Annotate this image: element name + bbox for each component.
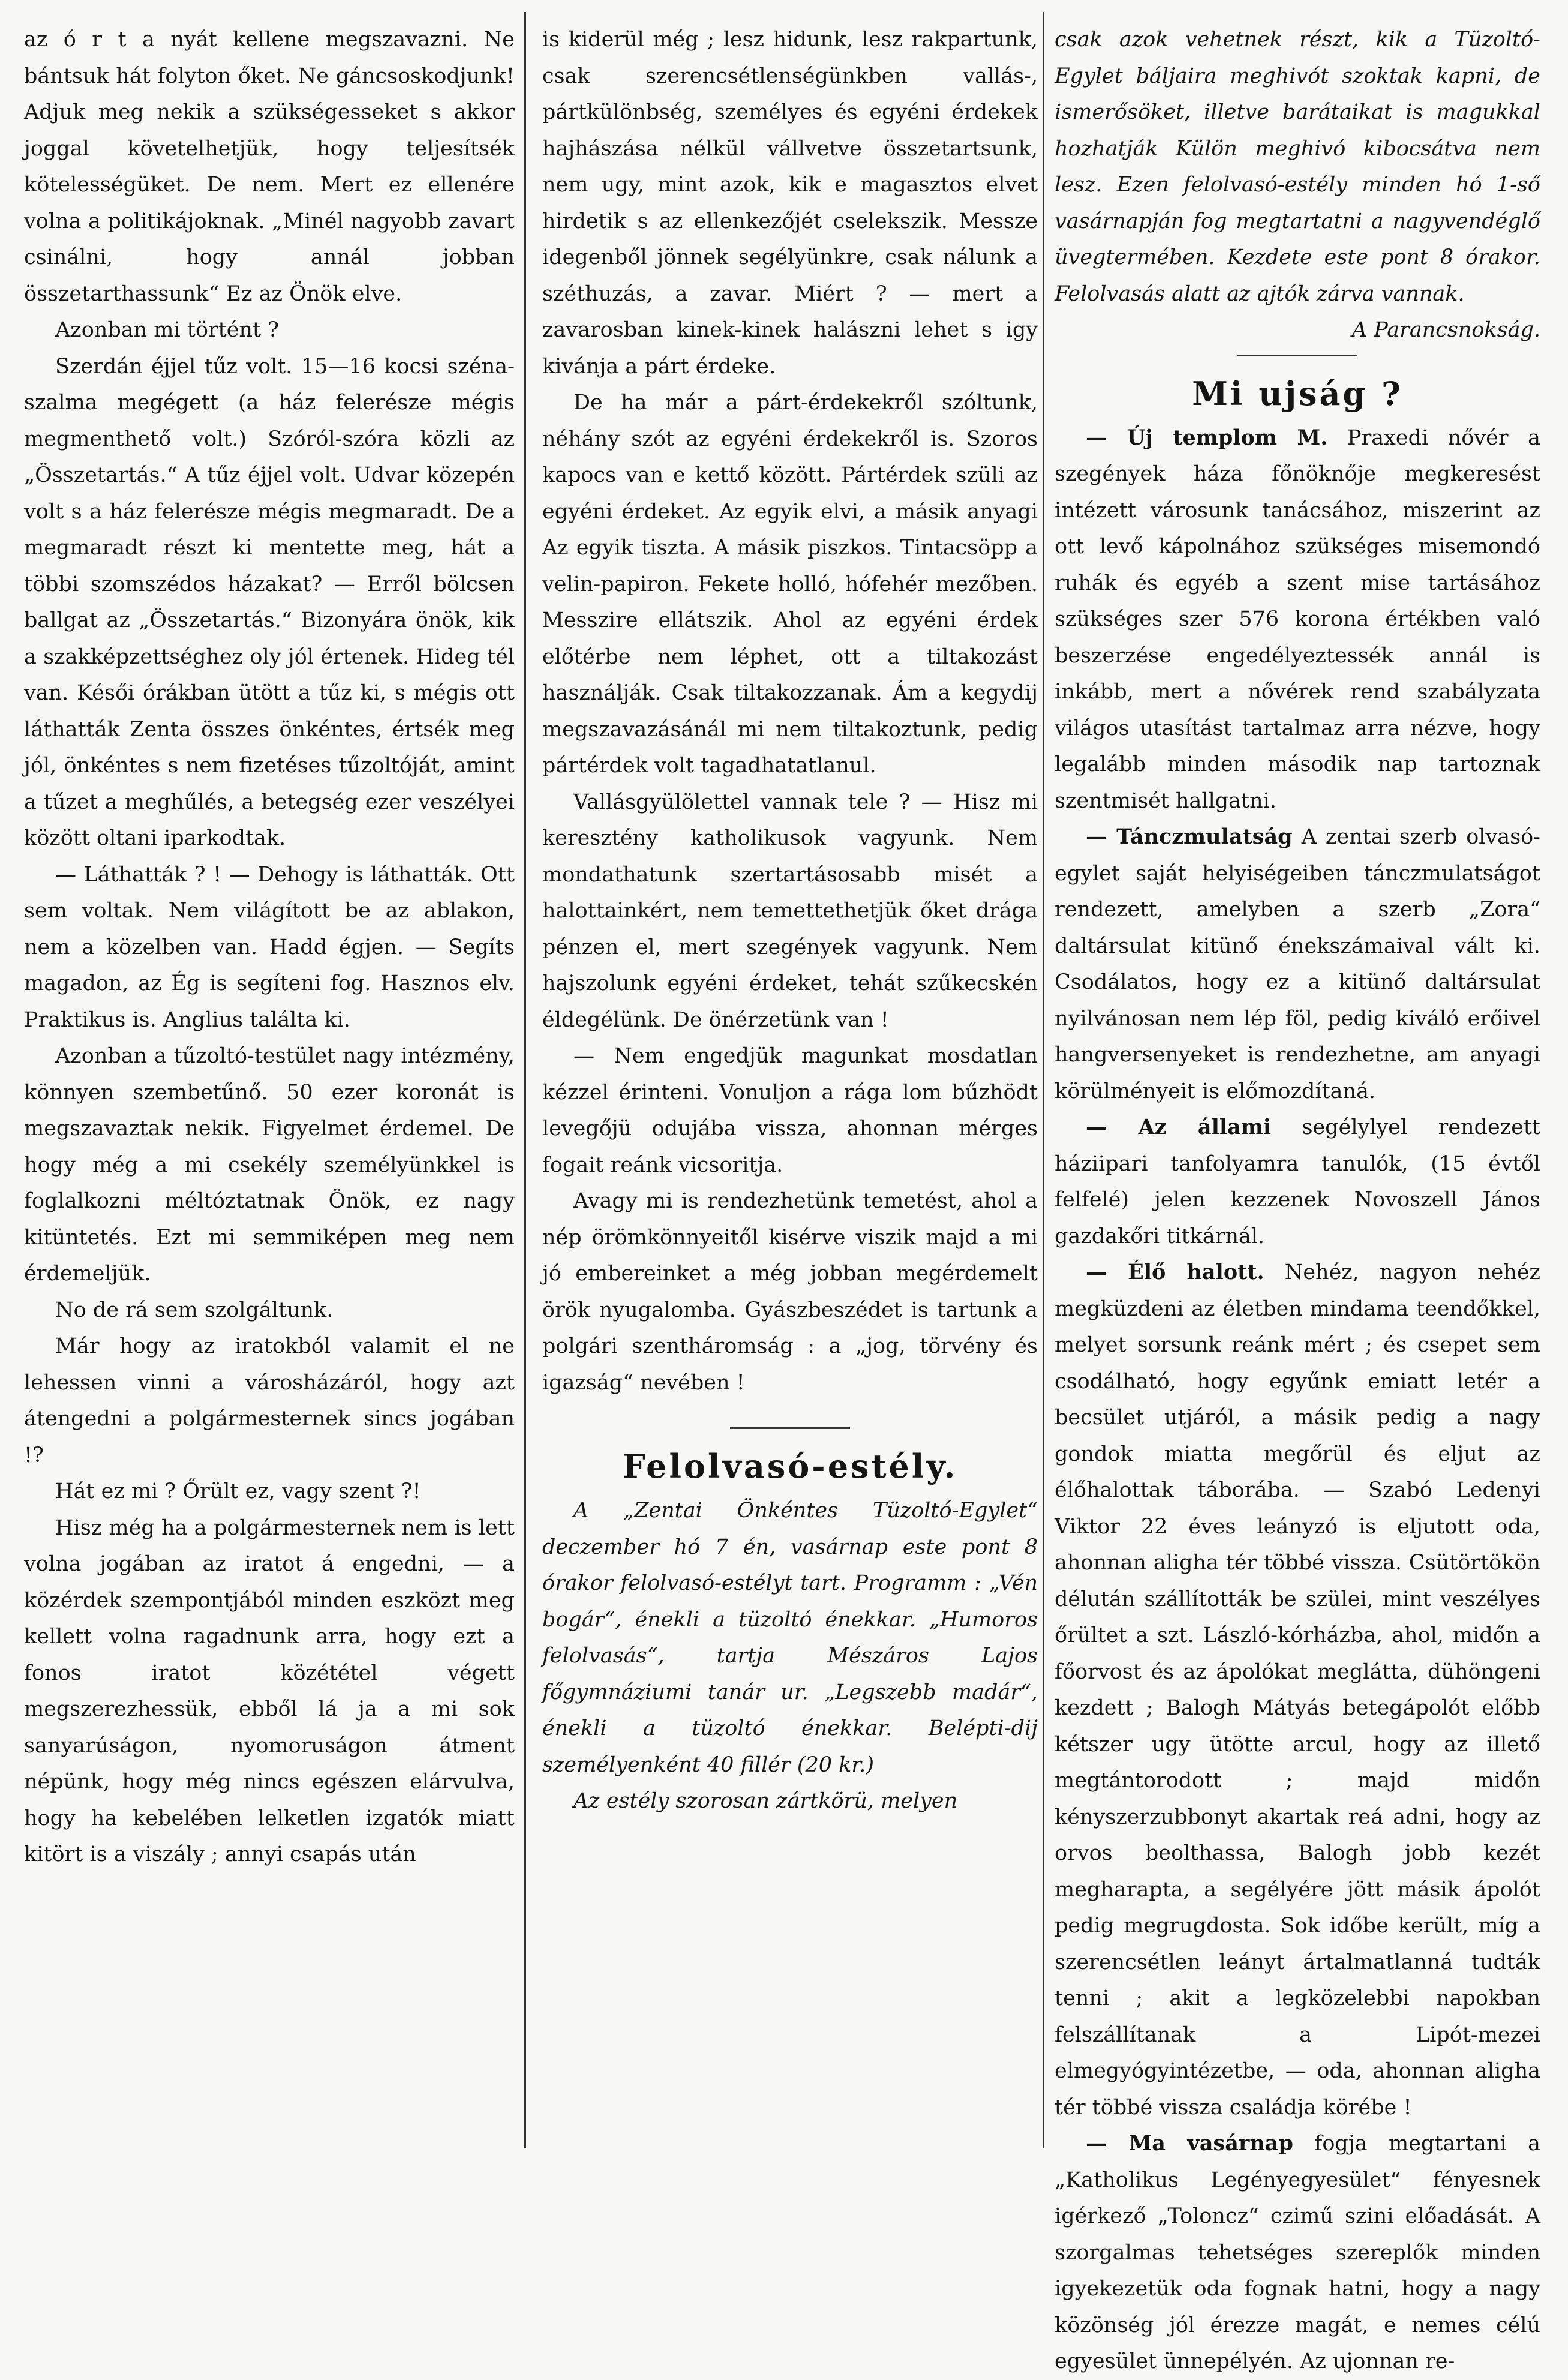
spacer (542, 1401, 1038, 1421)
paragraph: Szerdán éjjel tűz volt. 15—16 kocsi széna-szalma megégett (a ház felerésze mégis megmenthető volt.) Szóról-szóra közli az „Összetartás.“ A tűz éjjel volt. Udvar közepén volt s a ház felerésze mégis megmaradt. De a megmaradt részt ki mentette meg, hát a többi szomszédos házakat? — Erről bölcsen ballgat az „Összetartás.“ Bizonyára önök, kik a szakképzettséghez oly jól értenek. Hideg tél van. Késői órákban ütött a tűz ki, s mégis ott láthatták Zenta összes önkéntes, értsék meg jól, önkéntes s nem fizetéses tűzoltóját, amint a tűzet a meghűlés, a betegség ezer veszélyei között oltani iparkodtak. (24, 354, 515, 850)
paragraph: Hát ez mi ? Őrült ez, vagy szent ?! (55, 1479, 421, 1503)
news-body: segélylyel rendezett háziipari tanfolyamra tanulók, (15 évtől felfelé) jelen kezzenek Novoszell János gazdakőri titkárnál. (1055, 1115, 1540, 1248)
column-right (1055, 22, 1540, 2373)
news-item (1055, 420, 1540, 820)
news-item (1055, 2126, 1540, 2380)
paragraph: De ha már a párt-érdekekről szóltunk, néhány szót az egyéni érdekekről is. Szoros kapocs van e kettő között. Pártérdek szüli az egyéni érdeket. Az egyik elvi, a másik anyagi Az egyik tiszta. A másik piszkos. Tintacsöpp a velin-papiron. Fekete holló, hófehér mezőben. Messzire ellátszik. Ahol az egyéni érdek előtérbe nem léphet, ott a tiltakozást használják. Csak tiltakozzanak. Ám a kegydij megszavazásánál mi nem tiltakoztunk, pedig pártérdek volt tagadhatatlanul. (542, 391, 1038, 778)
column-left (24, 22, 515, 2145)
announcement-continued: Az estély szorosan zártkörü, melyen (573, 1789, 958, 1813)
paragraph: — Láthatták ? ! — Dehogy is láthatták. Ott sem voltak. Nem világított be az ablakon, nem a közelben van. Hadd égjen. — Segíts magadon, az Ég is segíteni fog. Hasznos elv. Praktikus is. Anglius találta ki. (24, 862, 515, 1032)
paragraph: Avagy mi is rendezhetünk temetést, ahol a nép örömkönnyeitől kisérve viszik majd a mi jó embereinket a még jobban megérdemelt örök nyugalomba. Gyászbeszédet is tartunk a polgári szentháromság : a „jog, törvény és igazság“ nevében ! (542, 1189, 1038, 1395)
news-title: — Új templom M. (1086, 425, 1328, 450)
announcement-continuation: csak azok vehetnek részt, kik a Tüzoltó-Egylet báljaira meghivót szoktak kapni, de ismerősöket, illetve barátaikat is magukkal hozhatják Külön meghivó kibocsátva nem lesz. Ezen felolvasó-estély minden hó 1-ső vasárnapján fog megtartatni a nagyvendéglő üvegtermében. Kezdete este pont 8 órakor. Felolvasás alatt az ajtók zárva vannak. (1055, 28, 1540, 306)
news-title: — Az állami (1086, 1115, 1272, 1139)
signature: A Parancsnokság. (1351, 318, 1540, 342)
news-item (1055, 819, 1540, 1109)
announcement: A „Zentai Önkéntes Tüzoltó-Egylet“ deczember hó 7 én, vasárnap este pont 8 órakor felolvasó-estélyt tart. Programm : „Vén bogár“, énekli a tüzoltó énekkar. „Humoros felolvasás“, tartja Mészáros Lajos főgymnáziumi tanár ur. „Legszebb madár“, énekli a tüzoltó énekkar. Belépti-dij személyenként 40 fillér (20 kr.) (542, 1499, 1038, 1777)
section-rule (1237, 355, 1357, 356)
news-body: Nehéz, nagyon nehéz megküzdeni az életben mindama teendőkkel, melyet sorsunk reánk mért ; és csepet sem csodálható, hogy egyűnk emiatt letér a becsület utjáról, a másik pedig a nagy gondok miatta megőrül és eljut az élőhalottak táborába. — Szabó Ledenyi Viktor 22 éves leányzó is eljutott oda, ahonnan aligha tér többé vissza. Csütörtökön délután szállították be szülei, mint veszélyes őrültet a szt. László-kórházba, ahol, midőn a főorvost és az ápolókat meglátta, dühöngeni kezdett ; Balogh Mátyás betegápolót előbb kétszer ugy ütötte arcul, hogy az illető megtántorodott ; majd midőn kényszerzubbonyt akartak reá adni, hogy az orvos beolthassa, Balogh jobb kezét megharapta, a segélyére jött másik ápolót pedig megrugdosta. Sok időbe került, míg a szerencsétlen leányt ártalmatlanná tudták tenni ; akit a legközelebbi napokban felszállítanak a Lipót-mezei elmegyógyintézetbe, — oda, ahonnan aligha tér többé vissza családja körébe ! (1055, 1260, 1540, 2120)
news-body: Praxedi nővér a szegények háza főnöknője megkeresést intézett városunk tanácsához, miszerint az ott levő kápolnához szükséges misemondó ruhák és egyéb a szent mise tartásához szükséges szer 576 korona értékben való beszerzése engedélyeztessék annál is inkább, mert a nővérek rend szabályzata világos utasítást tartalmaz arra nézve, hogy legalább minden második nap tartoznak szentmisét hallgatni. (1055, 425, 1540, 813)
paragraph: — Nem engedjük magunkat mosdatlan kézzel érinteni. Vonuljon a rága lom bűzhödt levegőjü odujába vissza, ahonnan mérges fogait reánk vicsoritja. (542, 1044, 1038, 1177)
paragraph: Azonban mi történt ? (55, 318, 279, 342)
paragraph: Azonban a tűzoltó-testület nagy intézmény, könnyen szembetűnő. 50 ezer koronát is megszavaztak nekik. Figyelmet érdemel. De hogy még a mi csekély személyünkkel is foglalkozni méltóztatnak Önök, ez nagy kitüntetés. Ezt mi semmiképen meg nem érdemeljük. (24, 1044, 515, 1286)
column-divider (1043, 12, 1044, 2148)
news-item (1055, 1254, 1540, 2126)
column-middle (542, 22, 1038, 2145)
news-title: — Tánczmulatság (1086, 824, 1293, 849)
paragraph: Már hogy az iratokból valamit el ne lehessen vinni a városházáról, hogy azt átengedni a polgármesternek sincs jogában !? (24, 1334, 515, 1467)
section-heading: Felolvasó-estély. (622, 1447, 958, 1485)
paragraph: Hisz még ha a polgármesternek nem is lett volna jogában az iratot á engedni, — a közérdek szempontjából minden eszközt meg kellett volna ragadnunk arra, hogy ezt a fonos iratot közététel végett megszerezhessük, ebből lá ja a mi sok sanyarúságon, nyomoruságon átment népünk, hogy még nincs egészen elárvulva, hogy ha kebelében lelketlen izgatók miatt kitört is a viszály ; annyi csapás után (24, 1515, 515, 1866)
column-divider (524, 12, 526, 2148)
news-title: — Élő halott. (1086, 1260, 1264, 1284)
section-heading: Mi ujság ? (1192, 374, 1403, 413)
paragraph: Vallásgyülölettel vannak tele ? — Hisz mi keresztény katholikusok vagyunk. Nem mondathatunk szertartásosabb misét a halottainkért, nem temettethetjük őket drága pénzen el, mert szegények vagyunk. Nem hajszolunk egyéni érdeket, tehát szűkecskén éldegélünk. De önérzetünk van ! (542, 790, 1038, 1032)
news-title: — Ma vasárnap (1086, 2131, 1293, 2156)
paragraph: az ó r t a nyát kellene megszavazni. Ne bántsuk hát folyton őket. Ne gáncsoskodjunk! Adjuk meg nekik a szükségesseket s akkor joggal követelhetjük, hogy teljesítsék kötelességüket. De nem. Mert ez ellenére volna a politikájoknak. „Minél nagyobb zavart csinálni, hogy annál jobban összetarthassunk“ Ez az Önök elve. (24, 28, 515, 306)
news-body: fogja megtartani a „Katholikus Legényegyesület“ fényesnek igérkező „Toloncz“ czimű szini előadását. A szorgalmas tehetséges szereplők minden igyekezetük oda fognak hatni, hogy a nagy közönség jól érezze magát, e nemes célú egyesület ünnepélyén. Az ujonnan re- (1055, 2132, 1540, 2373)
news-item (1055, 1109, 1540, 1254)
section-rule (730, 1427, 850, 1429)
paragraph: is kiderül még ; lesz hidunk, lesz rakpartunk, csak szerencsétlenségünkben vallás-, pártkülönbség, személyes és egyéni érdekek hajhászása nélkül vállvetve összetartsunk, nem ugy, mint azok, kik e magasztos elvet hirdetik s az ellenkezőjét cselekszik. Messze idegenből jönnek segélyünkre, csak nálunk a széthuzás, a zavar. Miért ? — mert a zavarosban kinek-kinek halászni lehet s igy kivánja a párt érdeke. (542, 28, 1038, 379)
news-body: A zentai szerb olvasó-egylet saját helyiségeiben tánczmulatságot rendezett, amelyben a szerb „Zora“ daltársulat kitünő énekszámaival vált ki. Csodálatos, hogy ez a kitünő daltársulat nyilvánosan nem lép föl, pedig kiváló erőivel hangversenyeket is rendezhetne, am anyagi körülményeit is előmozdítaná. (1055, 825, 1540, 1103)
paragraph: No de rá sem szolgáltunk. (55, 1298, 334, 1322)
